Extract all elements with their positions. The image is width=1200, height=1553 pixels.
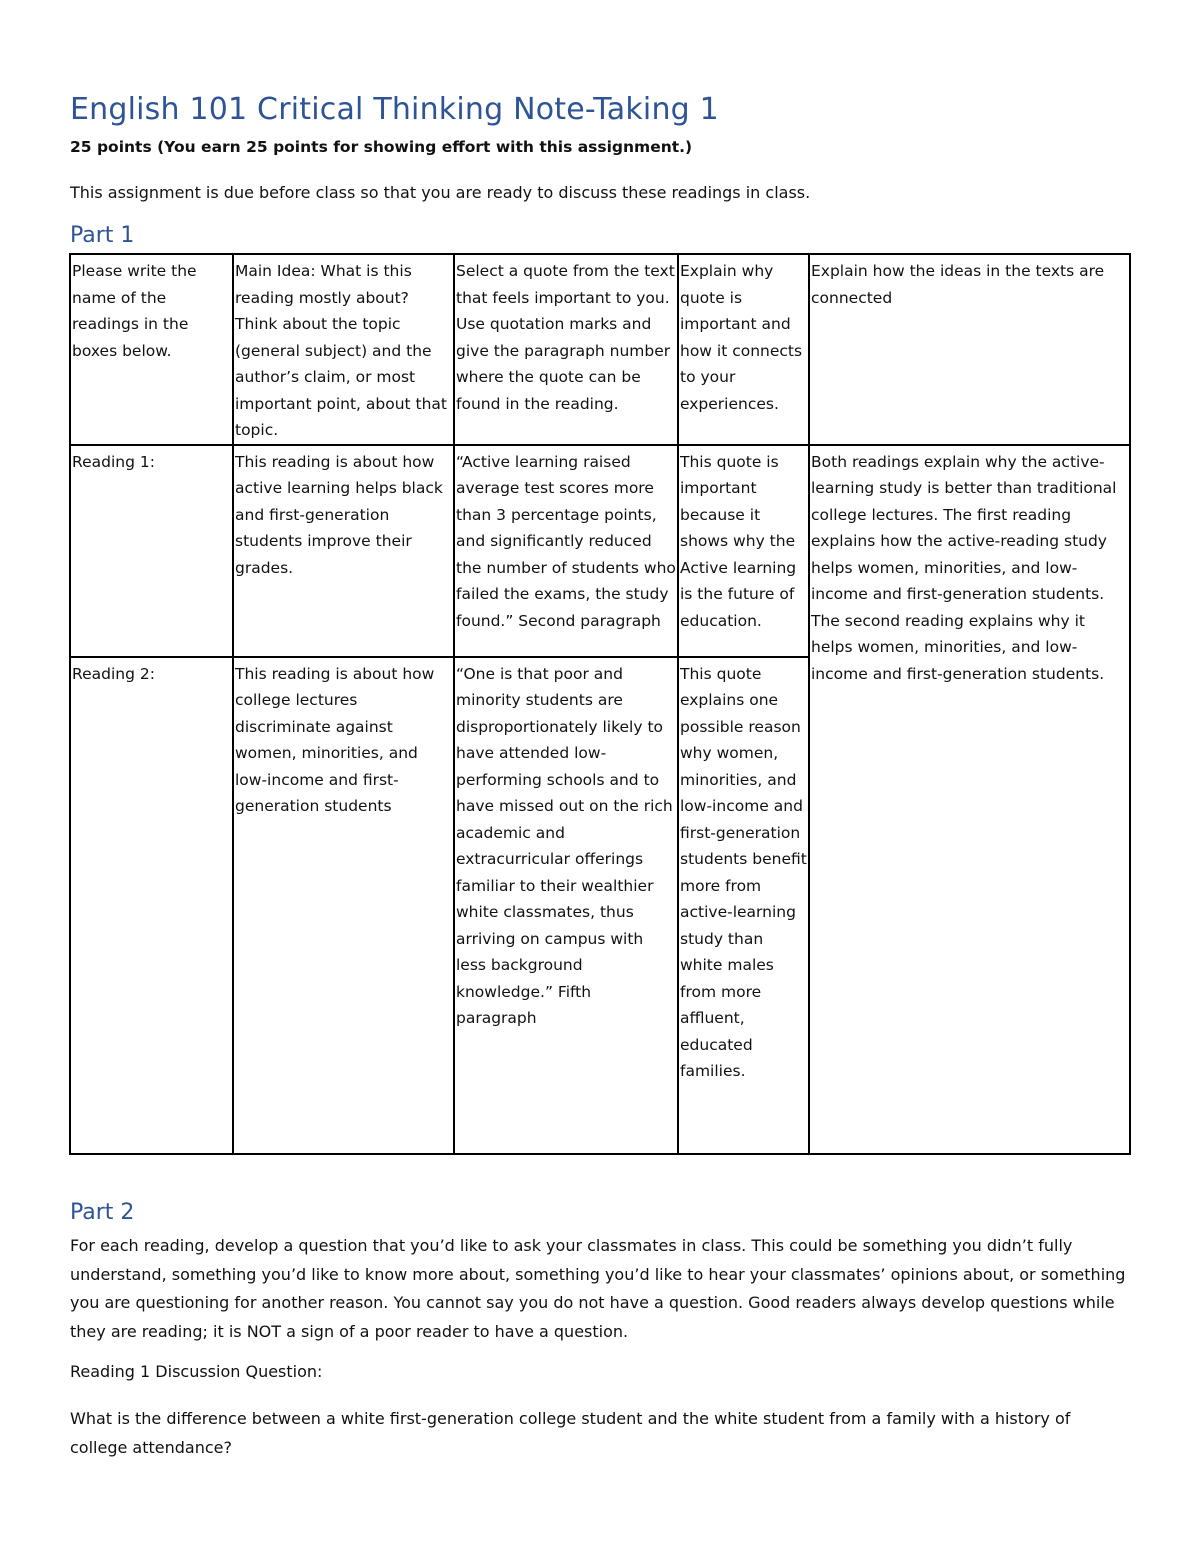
reading-2-quote: “One is that poor and minority students are disproportionately likely to have attended low-performing schools and to have missed out on the rich academic and extracurricular offerings familiar to their wealthier white classmates, thus arriving on campus with less background knowledge.” Fifth paragraph: [454, 657, 678, 1155]
reading-1-main-idea: This reading is about how active learning helps black and first-generation students improve their grades.: [233, 445, 454, 657]
note-taking-table: [69, 253, 1131, 1155]
table-header-row: [70, 254, 1130, 445]
header-reading-name: Please write the name of the readings in the boxes below.: [70, 254, 233, 445]
reading-2-main-idea: This reading is about how college lectures discriminate against women, minorities, and low-income and first-generation students: [233, 657, 454, 1155]
header-connection: Explain how the ideas in the texts are connected: [809, 254, 1130, 445]
points-note: 25 points (You earn 25 points for showing effort with this assignment.): [70, 138, 693, 156]
part1-heading: Part 1: [70, 223, 135, 248]
header-quote: Select a quote from the text that feels important to you. Use quotation marks and give the paragraph number where the quote can be found in the reading.: [454, 254, 678, 445]
reading-1-question: What is the difference between a white first-generation college student and the white student from a family with a history of college attendance?: [70, 1409, 1071, 1457]
part2-heading: Part 2: [70, 1200, 135, 1225]
table-row: [70, 445, 1130, 657]
reading-1-quote: “Active learning raised average test scores more than 3 percentage points, and significantly reduced the number of students who failed the exams, the study found.” Second paragraph: [454, 445, 678, 657]
header-explain-quote: Explain why quote is important and how it connects to your experiences.: [678, 254, 809, 445]
part2-instructions: For each reading, develop a question that you’d like to ask your classmates in class. This could be something you didn’t fully understand, something you’d like to know more about, something you’d like to hear your classmates’ opinions about, or something you are questioning for another reason. You cannot say you do not have a question. Good readers always develop questions while they are reading; it is NOT a sign of a poor reader to have a question.: [70, 1236, 1126, 1341]
reading-2-name: Reading 2:: [70, 657, 233, 1155]
reading-2-explanation: This quote explains one possible reason why women, minorities, and low-income and first-generation students benefit more from active-learning study than white males from more affluent, educated families.: [678, 657, 809, 1155]
reading-1-question-label: Reading 1 Discussion Question:: [70, 1362, 323, 1381]
connection-cell: Both readings explain why the active-learning study is better than traditional college lectures. The first reading explains how the active-reading study helps women, minorities, and low-income and first-generation students. The second reading explains why it helps women, minorities, and low-income and first-generation students.: [809, 445, 1130, 1155]
header-main-idea: Main Idea: What is this reading mostly about? Think about the topic (general subject) and the author’s claim, or most important point, about that topic.: [233, 254, 454, 445]
reading-1-name: Reading 1:: [70, 445, 233, 657]
reading-1-explanation: This quote is important because it shows why the Active learning is the future of education.: [678, 445, 809, 657]
document-title: English 101 Critical Thinking Note-Taking 1: [70, 92, 719, 127]
due-note: This assignment is due before class so that you are ready to discuss these readings in class.: [70, 183, 811, 202]
